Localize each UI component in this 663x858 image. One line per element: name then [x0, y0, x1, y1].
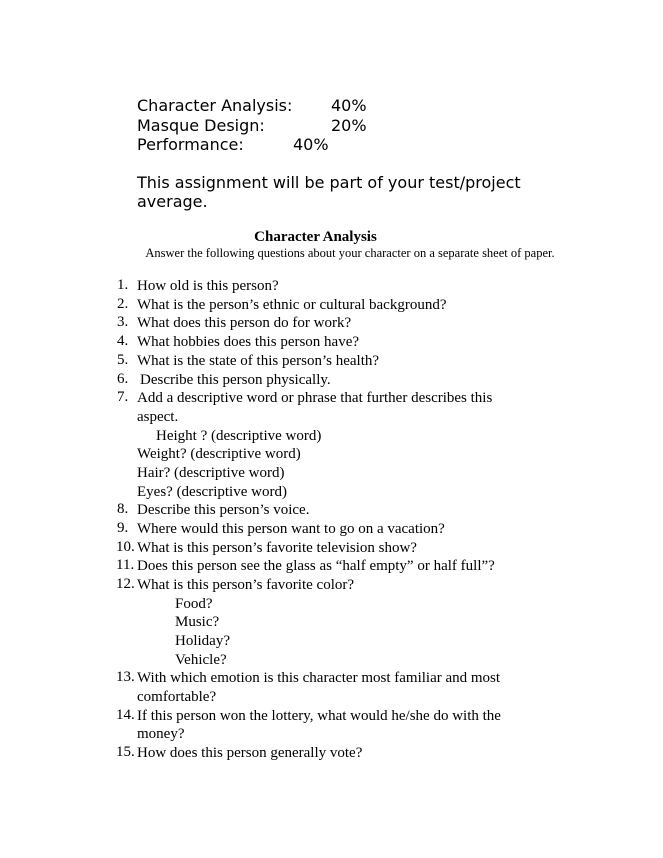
question-number: 5.	[117, 352, 129, 368]
question-number: 4.	[117, 333, 129, 349]
grade-label: Performance:	[137, 135, 244, 154]
grade-percent: 40%	[293, 135, 329, 154]
question-text: How old is this person?	[137, 278, 279, 294]
assignment-note-line1: This assignment will be part of your test/project	[137, 173, 521, 192]
question-text-continued: comfortable?	[137, 689, 217, 705]
question-number: 15.	[116, 744, 135, 760]
grade-label: Masque Design:	[137, 116, 265, 135]
question-number: 7.	[117, 389, 129, 405]
question-number: 3.	[117, 314, 129, 330]
question-text: Where would this person want to go on a vacation?	[137, 521, 445, 537]
question-text-continued: money?	[137, 726, 185, 742]
question-number: 14.	[116, 707, 135, 723]
question-text: Describe this person’s voice.	[137, 502, 310, 518]
question-number: 8.	[117, 501, 129, 517]
question-text: What is this person’s favorite color?	[137, 577, 355, 593]
question-number: 12.	[116, 576, 135, 592]
section-instructions: Answer the following questions about your character on a separate sheet of paper.	[145, 246, 555, 260]
question-number: 1.	[117, 277, 129, 293]
grade-percent: 40%	[331, 96, 367, 115]
sub-question: Music?	[175, 614, 220, 630]
grade-percent: 20%	[331, 116, 367, 135]
sub-question: Weight? (descriptive word)	[137, 446, 301, 462]
section-title: Character Analysis	[254, 229, 377, 245]
sub-question: Hair? (descriptive word)	[137, 465, 285, 481]
question-text: Describe this person physically.	[140, 372, 331, 388]
question-number: 9.	[117, 520, 129, 536]
question-number: 11.	[116, 557, 135, 573]
question-number: 10.	[116, 539, 135, 555]
question-text: What does this person do for work?	[137, 315, 352, 331]
question-text: With which emotion is this character most familiar and most	[137, 670, 501, 686]
grade-label: Character Analysis:	[137, 96, 293, 115]
question-text: What hobbies does this person have?	[137, 334, 360, 350]
question-text: What is the state of this person’s health?	[137, 353, 380, 369]
question-number: 6.	[117, 371, 129, 387]
sub-question: Height ? (descriptive word)	[156, 428, 322, 444]
sub-question: Vehicle?	[175, 652, 227, 668]
assignment-note-line2: average.	[137, 192, 208, 211]
question-text: Does this person see the glass as “half empty” or half full”?	[137, 558, 495, 574]
sub-question: Food?	[175, 596, 213, 612]
question-text: How does this person generally vote?	[137, 745, 363, 761]
question-text: What is this person’s favorite television show?	[137, 540, 417, 556]
question-text-continued: aspect.	[137, 409, 179, 425]
sub-question: Eyes? (descriptive word)	[137, 484, 287, 500]
question-number: 13.	[116, 669, 135, 685]
question-text: Add a descriptive word or phrase that further describes this	[137, 390, 493, 406]
question-text: If this person won the lottery, what would he/she do with the	[137, 708, 501, 724]
question-number: 2.	[117, 296, 129, 312]
sub-question: Holiday?	[175, 633, 230, 649]
question-text: What is the person’s ethnic or cultural background?	[137, 297, 447, 313]
